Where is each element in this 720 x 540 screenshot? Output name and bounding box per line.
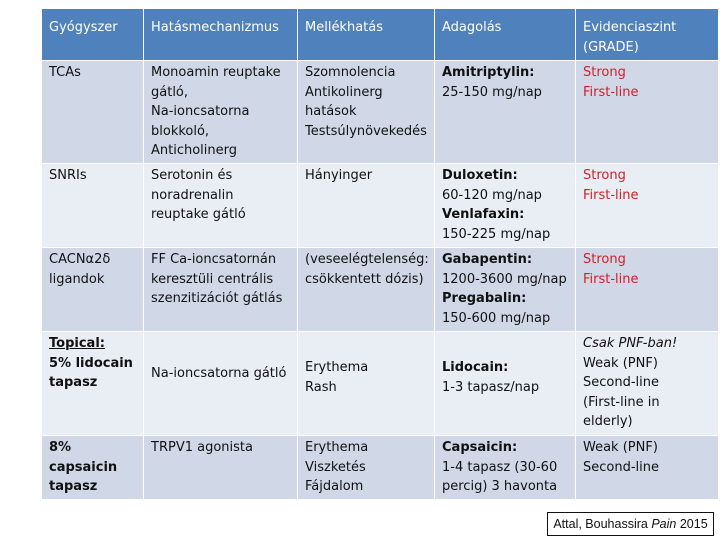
evidence-strength: Weak (PNF) bbox=[583, 440, 658, 455]
mechanism-cell bbox=[144, 436, 298, 500]
evidence-cell bbox=[576, 248, 719, 332]
side-effects-cell bbox=[298, 61, 435, 164]
side-effect-line: Fájdalom bbox=[305, 479, 364, 494]
mechanism-line: TRPV1 agonista bbox=[151, 440, 253, 455]
citation-year: 2015 bbox=[679, 517, 708, 531]
drug-name: TCAs bbox=[49, 65, 81, 80]
evidence-cell bbox=[576, 61, 719, 164]
drug-name: 8% capsaicin tapasz bbox=[49, 440, 118, 494]
table-row bbox=[42, 436, 719, 500]
citation-journal: Pain bbox=[651, 517, 677, 531]
mechanism-line: FF Ca-ioncsatornán keresztüli centrális szenzitizációt gátlás bbox=[151, 252, 283, 306]
citation-authors: Attal, Bouhassira bbox=[553, 517, 648, 531]
table-row bbox=[42, 164, 719, 248]
dosage-amount: 150-600 mg/nap bbox=[442, 310, 551, 326]
column-header: Mellékhatás bbox=[298, 9, 435, 61]
table-row bbox=[42, 332, 719, 436]
evidence-strength: Weak (PNF) bbox=[583, 355, 658, 371]
dosage-cell bbox=[435, 436, 576, 500]
evidence-line: (First-line in elderly) bbox=[583, 394, 660, 429]
dosage-drug: Amitriptylin: bbox=[442, 65, 535, 80]
evidence-cell bbox=[576, 164, 719, 248]
dosage-cell bbox=[435, 332, 576, 436]
mechanism-line: Monoamin reuptake gátló, bbox=[151, 65, 281, 100]
side-effects-cell bbox=[298, 436, 435, 500]
evidence-line: Second-line bbox=[583, 375, 659, 390]
drug-name: SNRIs bbox=[49, 168, 87, 183]
side-effects-cell bbox=[298, 248, 435, 332]
dosage-cell bbox=[435, 164, 576, 248]
evidence-strength: Strong bbox=[583, 65, 626, 80]
side-effects-cell bbox=[298, 164, 435, 248]
dosage-amount: 25-150 mg/nap bbox=[442, 84, 542, 100]
table-row bbox=[42, 61, 719, 164]
dosage-drug: Capsaicin: bbox=[442, 440, 518, 455]
evidence-strength: Strong bbox=[583, 252, 626, 267]
drug-cell bbox=[42, 436, 144, 500]
drug-name: 5% lidocain tapasz bbox=[49, 355, 133, 390]
dosage-amount: 150-225 mg/nap bbox=[442, 226, 551, 242]
side-effect-line: Hányinger bbox=[305, 168, 373, 183]
evidence-strength: Strong bbox=[583, 168, 626, 183]
dosage-drug: Gabapentin: bbox=[442, 252, 533, 267]
dosage-amount: 60-120 mg/nap bbox=[442, 187, 542, 203]
dosage-drug: Venlafaxin: bbox=[442, 207, 525, 222]
dosage-amount: 1-3 tapasz/nap bbox=[442, 379, 540, 395]
evidence-cell bbox=[576, 332, 719, 436]
evidence-line: First-line bbox=[583, 271, 639, 287]
column-header: Evidenciaszint (GRADE) bbox=[576, 9, 719, 61]
side-effect-line: Rash bbox=[305, 379, 337, 395]
dosage-amount: 1200-3600 mg/nap bbox=[442, 271, 567, 287]
evidence-line: First-line bbox=[583, 187, 639, 203]
drug-table bbox=[41, 8, 719, 500]
citation-box bbox=[547, 512, 714, 536]
evidence-line: Second-line bbox=[583, 459, 659, 475]
dosage-amount: 1-4 tapasz (30-60 percig) 3 havonta bbox=[442, 459, 558, 494]
drug-cell bbox=[42, 332, 144, 436]
side-effect-line: Erythema bbox=[305, 440, 369, 455]
side-effect-line: Szomnolencia bbox=[305, 65, 396, 80]
mechanism-cell bbox=[144, 61, 298, 164]
mechanism-line: Na-ioncsatorna blokkoló, bbox=[151, 104, 250, 139]
dosage-drug: Pregabalin: bbox=[442, 291, 527, 306]
mechanism-line: Na-ioncsatorna gátló bbox=[151, 365, 287, 381]
mechanism-cell bbox=[144, 248, 298, 332]
column-header: Gyógyszer bbox=[42, 9, 144, 61]
mechanism-cell bbox=[144, 332, 298, 436]
mechanism-line: Serotonin és noradrenalin reuptake gátló bbox=[151, 168, 246, 222]
column-header: Hatásmechanizmus bbox=[144, 9, 298, 61]
drug-cell bbox=[42, 164, 144, 248]
dosage-cell bbox=[435, 61, 576, 164]
drug-category: Topical: bbox=[49, 336, 105, 351]
mechanism-cell bbox=[144, 164, 298, 248]
mechanism-line: Anticholinerg bbox=[151, 143, 238, 158]
table-row bbox=[42, 248, 719, 332]
drug-name: CACNα2δ ligandok bbox=[49, 252, 111, 287]
column-header: Adagolás bbox=[435, 9, 576, 61]
drug-cell bbox=[42, 248, 144, 332]
side-effect-line: Antikolinerg hatások bbox=[305, 84, 383, 119]
dosage-drug: Lidocain: bbox=[442, 360, 509, 375]
dosage-cell bbox=[435, 248, 576, 332]
evidence-cell bbox=[576, 436, 719, 500]
side-effects-cell bbox=[298, 332, 435, 436]
dosage-drug: Duloxetin: bbox=[442, 168, 518, 183]
side-effect-line: Viszketés bbox=[305, 459, 366, 475]
side-effect-line: (veseelégtelenség: csökkentett dózis) bbox=[305, 252, 429, 287]
drug-cell bbox=[42, 61, 144, 164]
evidence-note: Csak PNF-ban! bbox=[583, 336, 678, 351]
evidence-line: First-line bbox=[583, 84, 639, 100]
side-effect-line: Erythema bbox=[305, 360, 369, 375]
header-row bbox=[42, 9, 719, 61]
side-effect-line: Testsúlynövekedés bbox=[305, 123, 427, 139]
